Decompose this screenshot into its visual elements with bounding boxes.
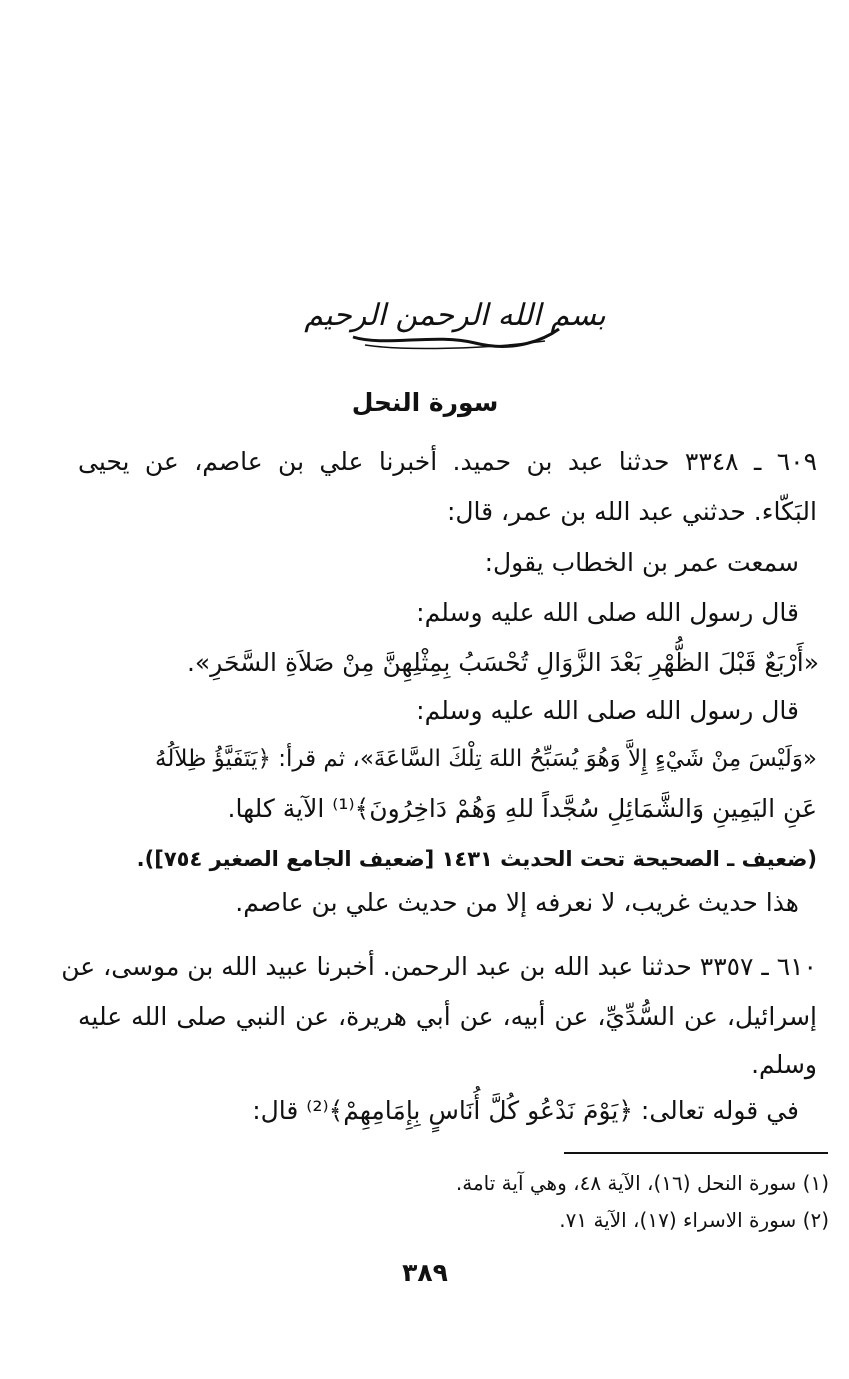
surah-title: سورة النحل <box>351 388 499 417</box>
hadith-609-line-7: «وَلَيْسَ مِنْ شَيْءٍ إِلاَّ وَهُوَ يُسَبِّحُ اللهَ تِلْكَ السَّاعَةَ»، ثم قرأ: ﴿يَتَفَيَّؤُ ظِلاَلُهُ <box>155 746 817 772</box>
hadith-610-line-3: وسلم. <box>751 1050 817 1079</box>
hadith-610-line-1: ٦١٠ ـ ٣٣٥٧ حدثنا عبد الله بن عبد الرحمن. أخبرنا عبيد الله بن موسى، عن <box>61 952 817 981</box>
hadith-609-line-4: قال رسول الله صلى الله عليه وسلم: <box>416 598 799 627</box>
basmala-text: بسم الله الرحمن الرحيم <box>304 298 606 333</box>
page-number: ٣٨٩ <box>402 1258 448 1287</box>
hadith-610-line-2: إسرائيل، عن السُّدِّيِّ، عن أبيه، عن أبي هريرة، عن النبي صلى الله عليه <box>78 1002 817 1031</box>
hadith-609-comment: هذا حديث غريب، لا نعرفه إلا من حديث علي بن عاصم. <box>235 888 799 917</box>
hadith-609-line-1: ٦٠٩ ـ ٣٣٤٨ حدثنا عبد بن حميد. أخبرنا علي بن عاصم، عن يحيى <box>78 447 818 476</box>
footnote-2: (٢) سورة الاسراء (١٧)، الآية ٧١. <box>559 1208 829 1232</box>
hadith-609-line-5: «أَرْبَعٌ قَبْلَ الظُّهْرِ بَعْدَ الزَّوَالِ تُحْسَبُ بِمِثْلِهِنَّ مِنْ صَلاَةِ السَّحَرِ». <box>186 648 819 677</box>
hadith-609-grading: (ضعيف ـ الصحيحة تحت الحديث ١٤٣١ [ضعيف الجامع الصغير ٧٥٤]). <box>136 847 817 871</box>
hadith-610-line-4: في قوله تعالى: ﴿يَوْمَ نَدْعُو كُلَّ أُنَاسٍ بِإِمَامِهِمْ﴾⁽²⁾ قال: <box>252 1096 799 1125</box>
hadith-609-line-2: البَكّاء. حدثني عبد الله بن عمر، قال: <box>446 497 817 526</box>
basmala-calligraphy <box>304 285 606 355</box>
hadith-609-line-8: عَنِ اليَمِينِ وَالشَّمَائِلِ سُجَّداً للهِ وَهُمْ دَاخِرُونَ﴾⁽¹⁾ الآية كلها. <box>227 794 817 823</box>
hadith-609-line-6: قال رسول الله صلى الله عليه وسلم: <box>416 696 799 725</box>
hadith-609-line-3: سمعت عمر بن الخطاب يقول: <box>484 548 799 577</box>
footnote-divider <box>564 1152 828 1154</box>
footnote-1: (١) سورة النحل (١٦)، الآية ٤٨، وهي آية تامة. <box>455 1171 829 1195</box>
